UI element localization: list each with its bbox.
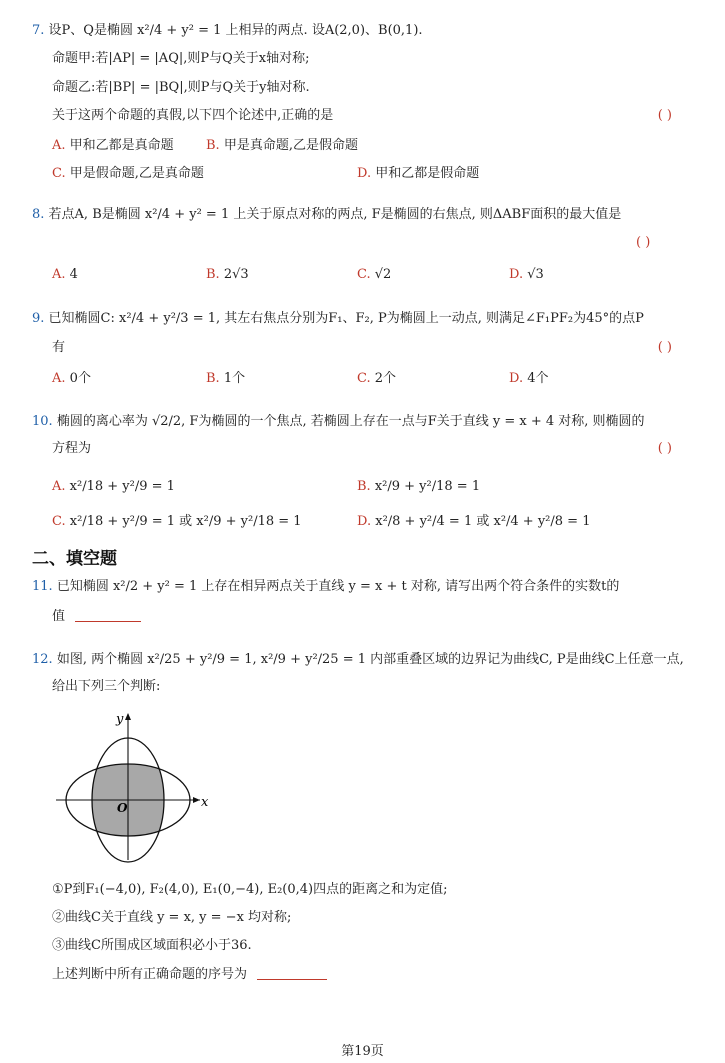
- q8-option-c-letter: C.: [357, 267, 371, 282]
- q12-answer-blank[interactable]: [257, 979, 327, 980]
- q9-number: 9.: [32, 311, 45, 326]
- y-axis-label: y: [116, 712, 124, 727]
- q9-option-a: [52, 370, 91, 388]
- page-number: 第19页: [341, 1044, 384, 1059]
- q9-stem-line: [32, 310, 644, 328]
- q10-option-d-text: x²/8 + y²/4 = 1 或 x²/4 + y²/8 = 1: [375, 514, 591, 529]
- q7-option-c-text: 甲是假命题,乙是真命题: [69, 166, 204, 181]
- q12-judgement-2: ②曲线C关于直线 y = x, y = −x 均对称;: [52, 910, 292, 925]
- q7-option-d-text: 甲和乙都是假命题: [375, 166, 480, 181]
- q8-option-a-text: 4: [69, 267, 78, 282]
- q8-option-a: [52, 266, 78, 284]
- q10-number: 10.: [32, 414, 53, 429]
- q12-figure: [50, 708, 230, 868]
- q9-option-b-letter: B.: [206, 371, 220, 386]
- q10-option-c: [52, 513, 302, 531]
- q7-option-c: [52, 165, 204, 183]
- q12-stem-line: [32, 651, 684, 669]
- q8-option-c-text: √2: [374, 267, 392, 282]
- q8-option-b: [206, 266, 249, 284]
- q7-option-c-letter: C.: [52, 166, 66, 181]
- q10-option-b: [357, 478, 480, 496]
- q11-stem2: 值: [52, 609, 66, 624]
- q10-option-d-letter: D.: [357, 514, 372, 529]
- q7-option-b-letter: B.: [206, 138, 220, 153]
- y-axis-arrow-icon: [125, 713, 131, 720]
- q7-option-b: [206, 137, 358, 155]
- q12-ask: 上述判断中所有正确命题的序号为: [52, 967, 248, 982]
- section-heading: 二、填空题: [32, 549, 117, 569]
- q7-number: 7.: [32, 23, 45, 38]
- q12-judgement-3: ③曲线C所围成区域面积必小于36.: [52, 938, 252, 953]
- q10-option-a-letter: A.: [52, 479, 66, 494]
- origin-label: O: [117, 801, 128, 815]
- q7-proposition-jia: 命题甲:若|AP| = |AQ|,则P与Q关于x轴对称;: [52, 51, 310, 66]
- q10-stem2: 方程为: [52, 441, 92, 456]
- q8-stem-line: [32, 206, 621, 224]
- q8-option-b-text: 2√3: [223, 267, 249, 282]
- q10-option-a: [52, 478, 175, 496]
- q10-stem-line2: [52, 440, 672, 458]
- q10-option-a-text: x²/18 + y²/9 = 1: [69, 479, 175, 494]
- q9-option-b: [206, 370, 245, 388]
- q10-option-c-letter: C.: [52, 514, 66, 529]
- q11-number: 11.: [32, 579, 53, 594]
- q8-number: 8.: [32, 207, 45, 222]
- q10-option-d: [357, 513, 590, 531]
- q11-stem-line: [32, 578, 619, 596]
- x-axis-label: x: [201, 795, 209, 810]
- q9-stem2: 有: [52, 340, 66, 355]
- q12-stem-line2: 给出下列三个判断:: [52, 679, 161, 694]
- q7-stem-line: [32, 22, 423, 40]
- q9-option-c-letter: C.: [357, 371, 371, 386]
- q7-ask-line: [52, 107, 672, 125]
- q9-option-b-text: 1个: [223, 371, 246, 386]
- q8-option-d-letter: D.: [509, 267, 524, 282]
- q7-option-b-text: 甲是真命题,乙是假命题: [223, 138, 358, 153]
- q11-stem-line2: [52, 608, 141, 626]
- q8-option-b-letter: B.: [206, 267, 220, 282]
- q7-option-d: [357, 165, 479, 183]
- q9-option-d-text: 4个: [527, 371, 549, 386]
- q10-stem-line: [32, 413, 645, 431]
- q12-number: 12.: [32, 652, 53, 667]
- q7-option-a-letter: A.: [52, 138, 66, 153]
- q7-stem: 设P、Q是椭圆 x²/4 + y² = 1 上相异的两点. 设A(2,0)、B(0,1).: [48, 23, 423, 38]
- q9-answer-paren: ( ): [657, 340, 672, 355]
- q10-option-c-text: x²/18 + y²/9 = 1 或 x²/9 + y²/18 = 1: [69, 514, 302, 529]
- q10-stem: 椭圆的离心率为 √2/2, F为椭圆的一个焦点, 若椭圆上存在一点与F关于直线 y = x + 4 对称, 则椭圆的: [56, 414, 645, 429]
- q7-option-a: [52, 137, 174, 155]
- q9-option-c: [357, 370, 396, 388]
- q8-paren-text: ( ): [636, 235, 651, 250]
- q8-option-a-letter: A.: [52, 267, 66, 282]
- q12-ask-line: [52, 966, 327, 984]
- q10-option-b-letter: B.: [357, 479, 371, 494]
- q8-option-d-text: √3: [527, 267, 544, 282]
- q12-stem: 如图, 两个椭圆 x²/25 + y²/9 = 1, x²/9 + y²/25 = 1 内部重叠区域的边界记为曲线C, P是曲线C上任意一点,: [56, 652, 684, 667]
- q10-answer-paren: ( ): [657, 441, 672, 456]
- q11-stem: 已知椭圆 x²/2 + y² = 1 上存在相异两点关于直线 y = x + t 对称, 请写出两个符合条件的实数t的: [56, 579, 620, 594]
- q11-answer-blank[interactable]: [75, 621, 141, 622]
- q10-option-b-text: x²/9 + y²/18 = 1: [374, 479, 481, 494]
- q12-judgement-1: ①P到F₁(−4,0), F₂(4,0), E₁(0,−4), E₂(0,4)四点的距离之和为定值;: [52, 882, 448, 897]
- q8-option-d: [509, 266, 544, 284]
- q9-option-d: [509, 370, 549, 388]
- q8-option-c: [357, 266, 391, 284]
- q7-proposition-yi: 命题乙:若|BP| = |BQ|,则P与Q关于y轴对称.: [52, 80, 310, 95]
- q7-option-d-letter: D.: [357, 166, 372, 181]
- x-axis-arrow-icon: [193, 797, 200, 803]
- q9-option-d-letter: D.: [509, 371, 524, 386]
- q7-answer-paren: ( ): [657, 108, 672, 123]
- q9-option-a-letter: A.: [52, 371, 66, 386]
- q9-stem-line2: [52, 339, 672, 357]
- q8-answer-paren: [636, 234, 650, 252]
- q8-stem: 若点A, B是椭圆 x²/4 + y² = 1 上关于原点对称的两点, F是椭圆的右焦点, 则ΔABF面积的最大值是: [48, 207, 622, 222]
- q9-stem: 已知椭圆C: x²/4 + y²/3 = 1, 其左右焦点分别为F₁、F₂, P为椭圆上一动点, 则满足∠F₁PF₂为45°的点P: [48, 311, 644, 326]
- q7-option-a-text: 甲和乙都是真命题: [69, 138, 174, 153]
- q7-ask: 关于这两个命题的真假,以下四个论述中,正确的是: [52, 108, 334, 123]
- q9-option-c-text: 2个: [374, 371, 397, 386]
- q9-option-a-text: 0个: [69, 371, 91, 386]
